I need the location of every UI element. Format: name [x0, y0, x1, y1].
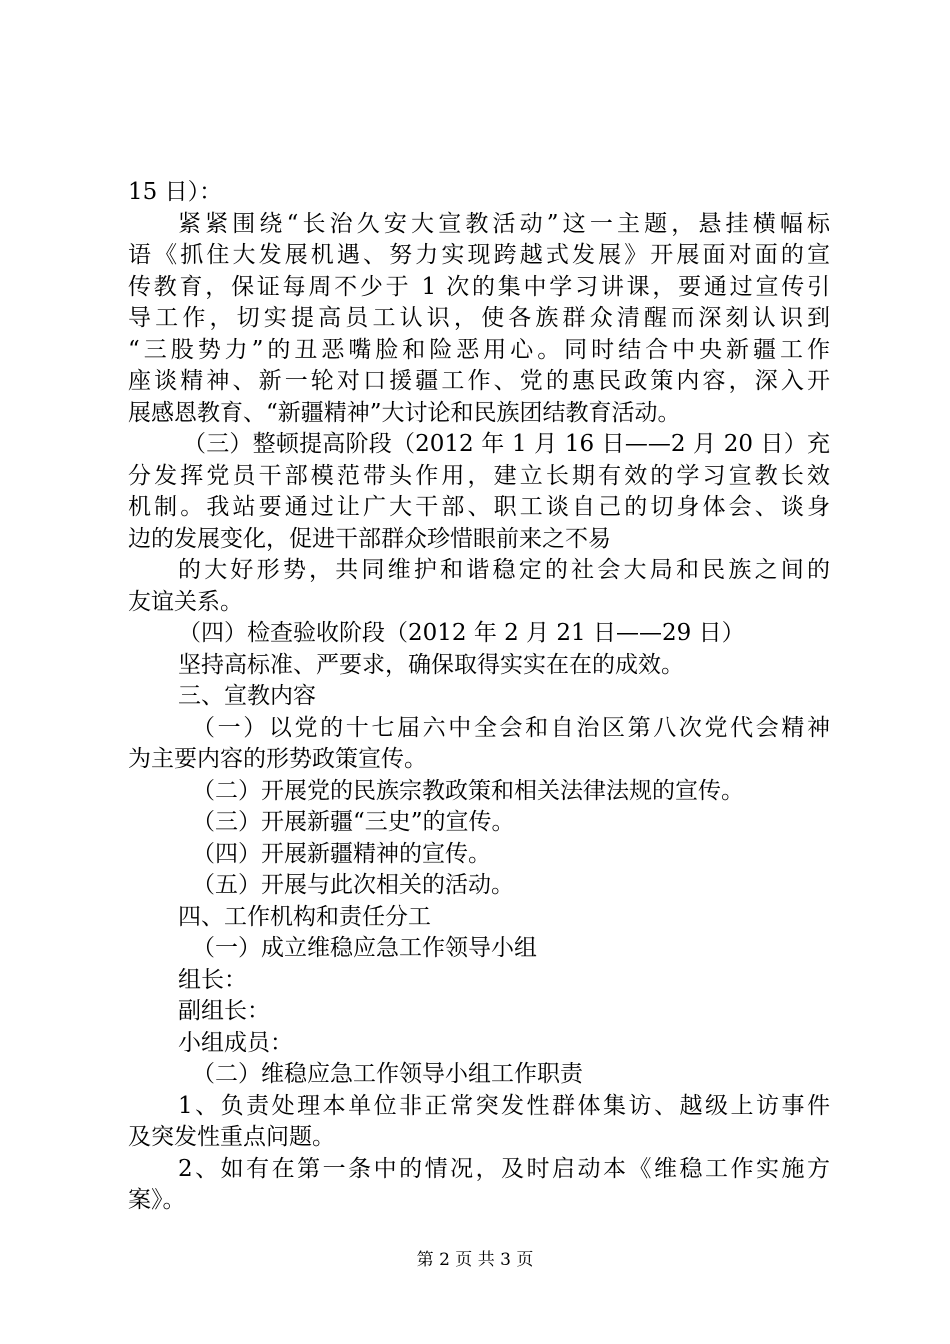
text-line: （四）检查验收阶段（2012 年 2 月 21 日——29 日） — [178, 620, 745, 646]
text-line: 及突发性重点问题。 — [128, 1124, 335, 1150]
text-line: 组长： — [178, 966, 247, 993]
text-line: （四）开展新疆精神的宣传。 — [192, 840, 491, 867]
text-line: 导工作，切实提高员工认识，使各族群众清醒而深刻认识到 — [128, 305, 830, 331]
text-line: 小组成员： — [178, 1029, 293, 1056]
text-line: 副组长： — [178, 998, 270, 1024]
text-line: 三、宣教内容 — [178, 683, 316, 709]
text-line: （三）整顿提高阶段（2012 年 1 月 16 日——2 月 20 日）充 — [183, 431, 830, 457]
text-line: 座谈精神、新一轮对口援疆工作、党的惠民政策内容，深入开 — [128, 368, 830, 394]
text-line: （三）开展新疆“三史”的宣传。 — [192, 809, 515, 835]
text-line: 传教育，保证每周不少于 1 次的集中学习讲课，要通过宣传引 — [128, 273, 830, 300]
text-line: （二）维稳应急工作领导小组工作职责 — [192, 1061, 583, 1087]
text-line: （一）以党的十七届六中全会和自治区第八次党代会精神 — [192, 714, 830, 741]
text-line: 展感恩教育、“新疆精神”大讨论和民族团结教育活动。 — [128, 399, 681, 426]
text-line: 边的发展变化，促进干部群众珍惜眼前来之不易 — [128, 525, 611, 552]
text-line: 四、工作机构和责任分工 — [178, 903, 431, 930]
text-line: 15 日）： — [128, 179, 223, 205]
text-line: （一）成立维稳应急工作领导小组 — [192, 935, 537, 961]
text-line: 紧紧围绕“长治久安大宣教活动”这一主题，悬挂横幅标 — [178, 210, 830, 237]
text-line: 为主要内容的形势政策宣传。 — [128, 746, 427, 772]
text-line: 机制。我站要通过让广大干部、职工谈自己的切身体会、谈身 — [128, 494, 830, 520]
text-line: 1、负责处理本单位非正常突发性群体集访、越级上访事件 — [178, 1092, 830, 1119]
page-number-footer: 第 2 页 共 3 页 — [416, 1250, 534, 1270]
text-line: （五）开展与此次相关的活动。 — [192, 872, 514, 898]
text-line: 2、如有在第一条中的情况，及时启动本《维稳工作实施方 — [178, 1155, 830, 1182]
text-line: 坚持高标准、严要求，确保取得实实在在的成效。 — [178, 651, 684, 678]
text-line: “三股势力”的丑恶嘴脸和险恶用心。同时结合中央新疆工作 — [128, 336, 830, 363]
text-line: 友谊关系。 — [128, 588, 243, 615]
text-line: 分发挥党员干部模范带头作用，建立长期有效的学习宣教长效 — [128, 462, 830, 489]
text-line: 案》。 — [128, 1187, 186, 1213]
text-line: （二）开展党的民族宗教政策和相关法律法规的宣传。 — [192, 777, 744, 804]
text-line: 语《抓住大发展机遇、努力实现跨越式发展》开展面对面的宣 — [128, 242, 830, 268]
document-body — [128, 177, 830, 1217]
text-line: 的大好形势，共同维护和谐稳定的社会大局和民族之间的 — [178, 557, 830, 583]
